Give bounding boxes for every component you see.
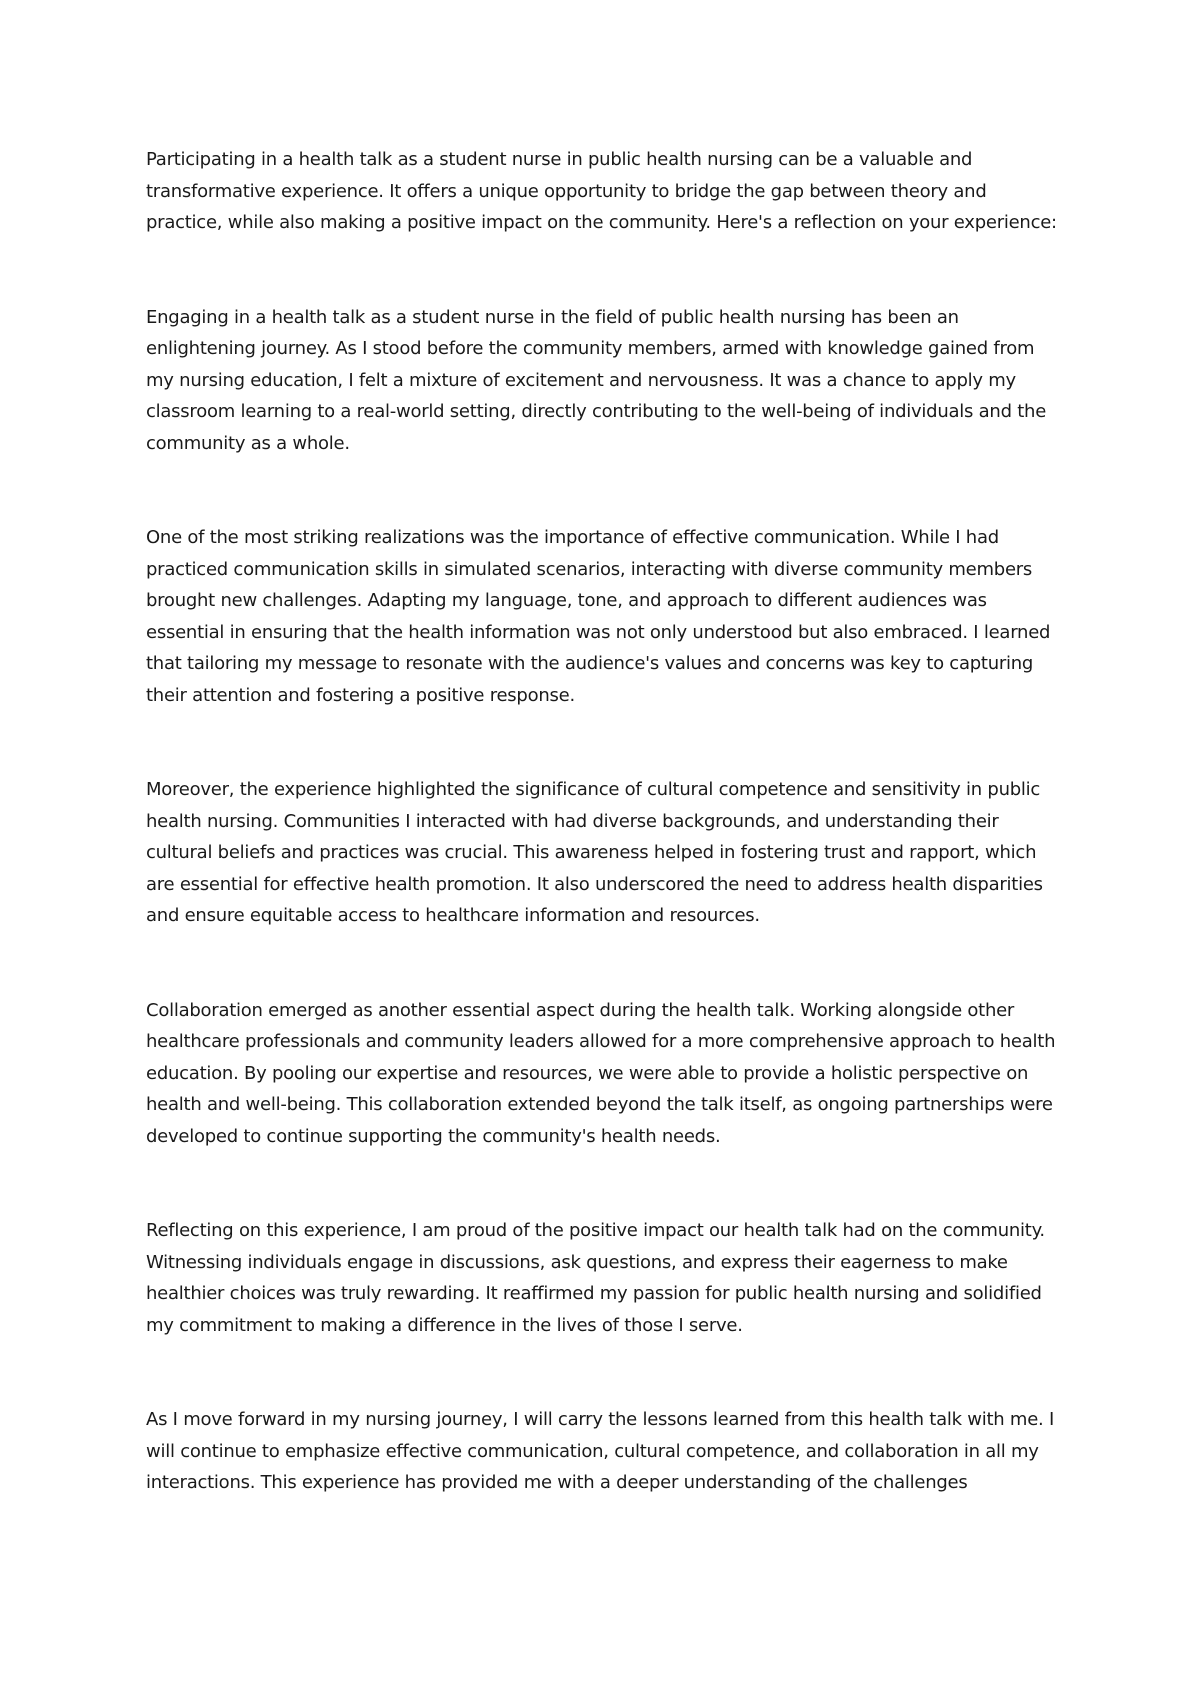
paragraph-reflection: Reflecting on this experience, I am proud of the positive impact our health talk had on the community. Witnessing individuals engage in discussions, ask questions, and express their eagerness to make healthier choices was truly rewarding. It reaffirmed my passion for public health nursing and solidified my commitment to making a difference in the lives of those I serve. bbox=[146, 1220, 1045, 1336]
paragraph-intro: Participating in a health talk as a student nurse in public health nursing can be a valuable and transformative experience. It offers a unique opportunity to bridge the gap between theory and practice, while also making a positive impact on the community. Here's a reflection on your experience: bbox=[146, 149, 1057, 233]
document-body bbox=[146, 144, 1064, 1562]
paragraph-communication: One of the most striking realizations was the importance of effective communication. While I had practiced communication skills in simulated scenarios, interacting with diverse community members brought new challenges. Adapting my language, tone, and approach to different audiences was essential in ensuring that the health information was not only understood but also embraced. I learned that tailoring my message to resonate with the audience's values and concerns was key to capturing their attention and fostering a positive response. bbox=[146, 527, 1051, 706]
paragraph-engaging: Engaging in a health talk as a student nurse in the field of public health nursing has been an enlightening journey. As I stood before the community members, armed with knowledge gained from my nursing education, I felt a mixture of excitement and nervousness. It was a chance to apply my classroom learning to a real-world setting, directly contributing to the well-being of individuals and the community as a whole. bbox=[146, 306, 1047, 454]
paragraph-moving-forward: As I move forward in my nursing journey, I will carry the lessons learned from this health talk with me. I will continue to emphasize effective communication, cultural competence, and collaboration in all my interactions. This experience has provided me with a deeper understanding of the challenges bbox=[146, 1409, 1055, 1493]
paragraph-collaboration: Collaboration emerged as another essential aspect during the health talk. Working alongside other healthcare professionals and community leaders allowed for a more comprehensive approach to health education. By pooling our expertise and resources, we were able to provide a holistic perspective on health and well-being. This collaboration extended beyond the talk itself, as ongoing partnerships were developed to continue supporting the community's health needs. bbox=[146, 999, 1056, 1147]
paragraph-cultural-competence: Moreover, the experience highlighted the significance of cultural competence and sensitivity in public health nursing. Communities I interacted with had diverse backgrounds, and understanding their cultural beliefs and practices was crucial. This awareness helped in fostering trust and rapport, which are essential for effective health promotion. It also underscored the need to address health disparities and ensure equitable access to healthcare information and resources. bbox=[146, 779, 1043, 926]
